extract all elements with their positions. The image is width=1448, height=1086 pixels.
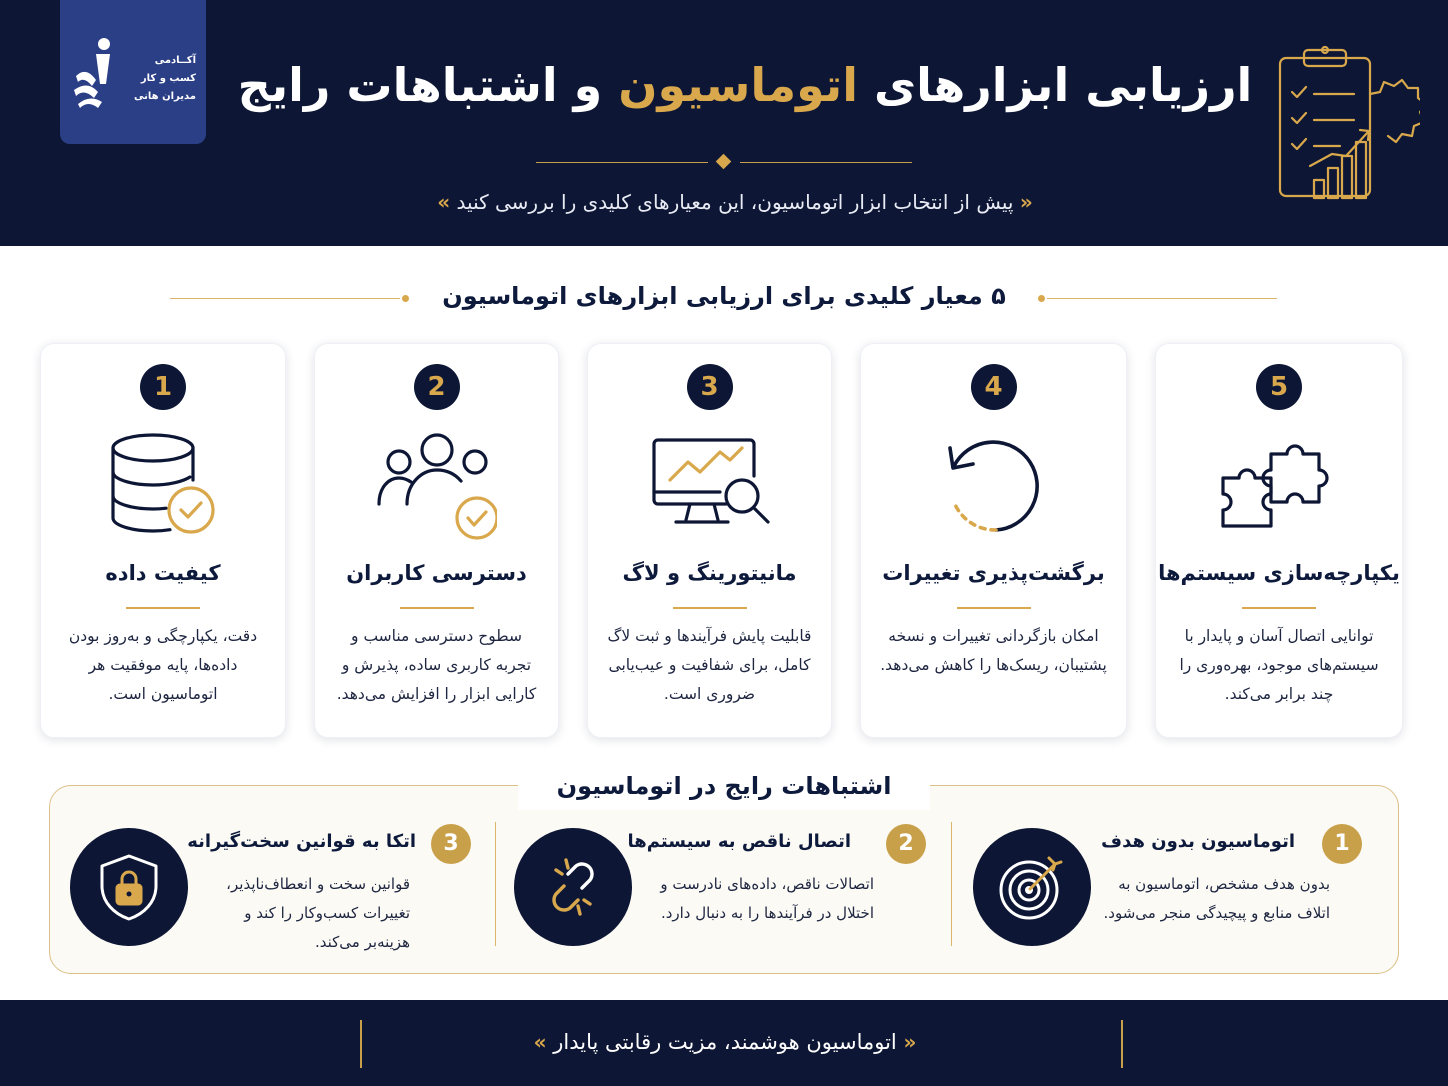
mistake-2-number: 2 (886, 824, 926, 864)
logo[interactable] (60, 0, 206, 144)
criteria-section-title: ۵ معیار کلیدی برای ارزیابی ابزارهای اتوماسیون (442, 282, 1006, 310)
subtitle (380, 190, 1090, 214)
mistake-1-number: 1 (1322, 824, 1362, 864)
criterion-number: 5 (1256, 364, 1302, 410)
criterion-title: برگشت‌پذیری تغییرات (882, 561, 1105, 585)
mistake-1-icon-circle (973, 828, 1091, 946)
shield-lock-icon (94, 852, 164, 922)
footer-banner (440, 1030, 1010, 1054)
mistakes-separator-2 (495, 822, 496, 946)
mistake-2-icon-circle (514, 828, 632, 946)
mistake-3-number: 3 (431, 824, 471, 864)
criterion-underline (400, 607, 474, 609)
criterion-desc: قابلیت پایش فرآیندها و ثبت لاگ کامل، برای شفافیت و عیب‌یابی ضروری است. (607, 627, 812, 703)
criterion-desc: امکان بازگردانی تغییرات و نسخه پشتیبان، ریسک‌ها را کاهش می‌دهد. (880, 627, 1107, 674)
users-check-icon (377, 432, 497, 542)
logo-line-3: مدیران هانی (134, 91, 196, 102)
criterion-title: کیفیت داده (105, 561, 221, 585)
mistake-1-title: اتوماسیون بدون هدف (1101, 831, 1295, 852)
criterion-card-5 (1155, 343, 1403, 738)
logo-line-2: کسب و کار (140, 73, 196, 84)
target-icon (997, 852, 1067, 922)
criterion-title: مانیتورینگ و لاگ (622, 561, 797, 585)
mistake-1-desc: بدون هدف مشخص، اتوماسیون به اتلاف منابع و پیچیدگی منجر می‌شود. (1103, 875, 1330, 922)
mistakes-separator-1 (951, 822, 952, 946)
criterion-number: 2 (414, 364, 460, 410)
undo-icon (934, 432, 1054, 542)
logo-mark-icon (70, 36, 122, 116)
criterion-underline (673, 607, 747, 609)
chevron-left-icon: » (533, 1030, 547, 1054)
criterion-card-1 (40, 343, 286, 738)
mistakes-title: اشتباهات رایج در اتوماسیون (556, 772, 892, 800)
footer-divider-right (1121, 1020, 1123, 1068)
section-rule-right (1047, 298, 1277, 299)
criterion-card-3 (587, 343, 832, 738)
chevron-right-icon: « (903, 1030, 917, 1054)
page-title (220, 58, 1270, 112)
chevron-left-icon: » (437, 190, 451, 214)
title-diamond (716, 154, 732, 170)
footer-divider-left (360, 1020, 362, 1068)
title-part-2: و اشتباهات رایج (237, 58, 619, 112)
clipboard-chart-icon (1270, 44, 1420, 210)
header (0, 0, 1448, 246)
chevron-right-icon: « (1019, 190, 1033, 214)
mistake-3-desc: قوانین سخت و انعطاف‌ناپذیر، تغییرات کسب‌وکار را کند و هزینه‌بر می‌کند. (226, 875, 410, 951)
subtitle-text: پیش از انتخاب ابزار اتوماسیون، این معیارهای کلیدی را بررسی کنید (456, 190, 1014, 214)
criterion-desc: توانایی اتصال آسان و پایدار با سیستم‌های موجود، بهره‌وری را چند برابر می‌کند. (1179, 627, 1379, 703)
title-part-1: ارزیابی ابزارهای (857, 58, 1253, 112)
criterion-card-4 (860, 343, 1127, 738)
broken-link-icon (538, 852, 608, 922)
criterion-underline (1242, 607, 1316, 609)
footer-text: اتوماسیون هوشمند، مزیت رقابتی پایدار (553, 1030, 897, 1054)
criterion-underline (957, 607, 1031, 609)
mistake-3-title: اتکا به قوانین سخت‌گیرانه (187, 831, 416, 852)
logo-line-1: آکــادمی (154, 55, 196, 66)
criterion-number: 4 (971, 364, 1017, 410)
section-dot-left (402, 295, 409, 302)
database-check-icon (103, 432, 223, 542)
monitor-search-icon (650, 432, 770, 542)
title-accent: اتوماسیون (618, 58, 858, 112)
criterion-number: 1 (140, 364, 186, 410)
criterion-desc: سطوح دسترسی مناسب و تجربه کاربری ساده، پذیرش و کارایی ابزار را افزایش می‌دهد. (336, 627, 537, 703)
title-divider-left (536, 162, 708, 163)
section-rule-left (170, 298, 400, 299)
mistake-3-icon-circle (70, 828, 188, 946)
section-dot-right (1038, 295, 1045, 302)
criterion-desc: دقت، یکپارچگی و به‌روز بودن داده‌ها، پایه موفقیت هر اتوماسیون است. (68, 627, 258, 703)
criterion-card-2 (314, 343, 559, 738)
title-divider-right (740, 162, 912, 163)
criterion-title: دسترسی کاربران (346, 561, 527, 585)
criterion-title: یکپارچه‌سازی سیستم‌ها (1158, 561, 1400, 585)
mistake-2-title: اتصال ناقص به سیستم‌ها (627, 831, 851, 852)
logo-text (134, 52, 196, 106)
mistake-2-desc: اتصالات ناقص، داده‌های نادرست و اختلال در فرآیندها را به دنبال دارد. (660, 875, 874, 922)
puzzle-icon (1219, 432, 1339, 542)
footer (0, 1000, 1448, 1086)
criterion-number: 3 (687, 364, 733, 410)
criterion-underline (126, 607, 200, 609)
